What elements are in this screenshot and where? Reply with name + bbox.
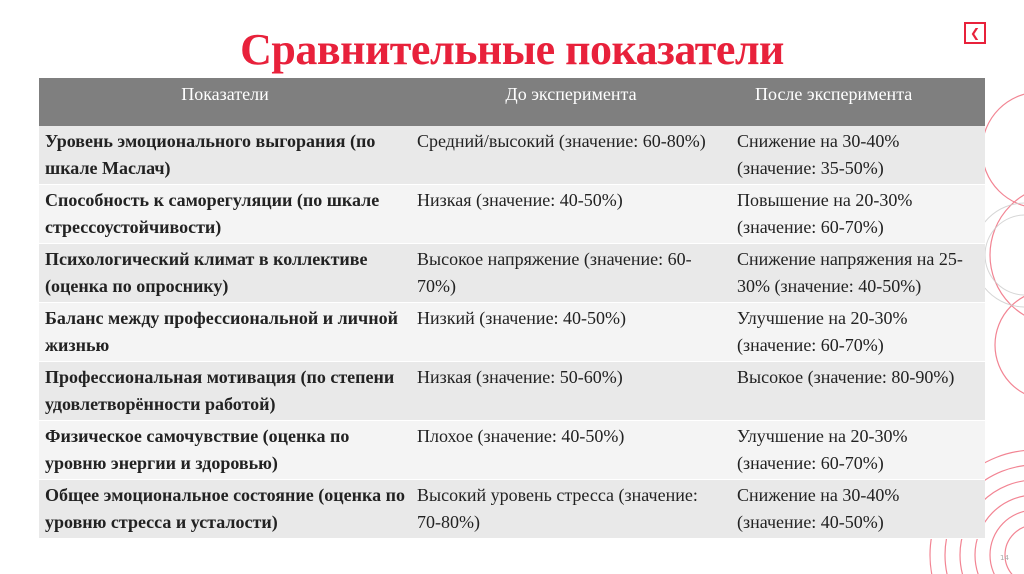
after-cell: Улучшение на 20-30% (значение: 60-70%) [731,303,985,362]
after-cell: Повышение на 20-30% (значение: 60-70%) [731,185,985,244]
table-row [39,303,985,362]
table-row [39,480,985,539]
before-cell: Низкая (значение: 40-50%) [411,185,731,244]
before-cell: Высокое напряжение (значение: 60-70%) [411,244,731,303]
before-cell: Низкий (значение: 40-50%) [411,303,731,362]
indicator-cell: Профессиональная мотивация (по степени удовлетворённости работой) [39,362,411,421]
header-before: До эксперимента [411,78,731,126]
before-cell: Низкая (значение: 50-60%) [411,362,731,421]
before-cell: Средний/высокий (значение: 60-80%) [411,126,731,185]
after-cell: Снижение напряжения на 25-30% (значение: 40-50%) [731,244,985,303]
indicator-cell: Способность к саморегуляции (по шкале стрессоустойчивости) [39,185,411,244]
indicator-cell: Физическое самочувствие (оценка по уровню энергии и здоровью) [39,421,411,480]
page-number: 14 [1000,554,1009,562]
table-row [39,185,985,244]
indicator-cell: Психологический климат в коллективе (оценка по опроснику) [39,244,411,303]
indicator-cell: Уровень эмоционального выгорания (по шкале Маслач) [39,126,411,185]
after-cell: Снижение на 30-40% (значение: 35-50%) [731,126,985,185]
header-indicators: Показатели [39,78,411,126]
table-row [39,421,985,480]
table-row [39,244,985,303]
after-cell: Снижение на 30-40% (значение: 40-50%) [731,480,985,539]
table-row [39,362,985,421]
before-cell: Плохое (значение: 40-50%) [411,421,731,480]
before-cell: Высокий уровень стресса (значение: 70-80%) [411,480,731,539]
table-row [39,126,985,185]
back-nav-button[interactable] [964,22,986,44]
back-arrow-icon: ❮ [969,26,981,40]
comparison-table [39,78,985,539]
table-header-row [39,78,985,126]
after-cell: Высокое (значение: 80-90%) [731,362,985,421]
indicator-cell: Баланс между профессиональной и личной жизнью [39,303,411,362]
slide-title: Сравнительные показатели [240,25,784,74]
header-after: После эксперимента [731,78,985,126]
after-cell: Улучшение на 20-30% (значение: 60-70%) [731,421,985,480]
indicator-cell: Общее эмоциональное состояние (оценка по уровню стресса и усталости) [39,480,411,539]
